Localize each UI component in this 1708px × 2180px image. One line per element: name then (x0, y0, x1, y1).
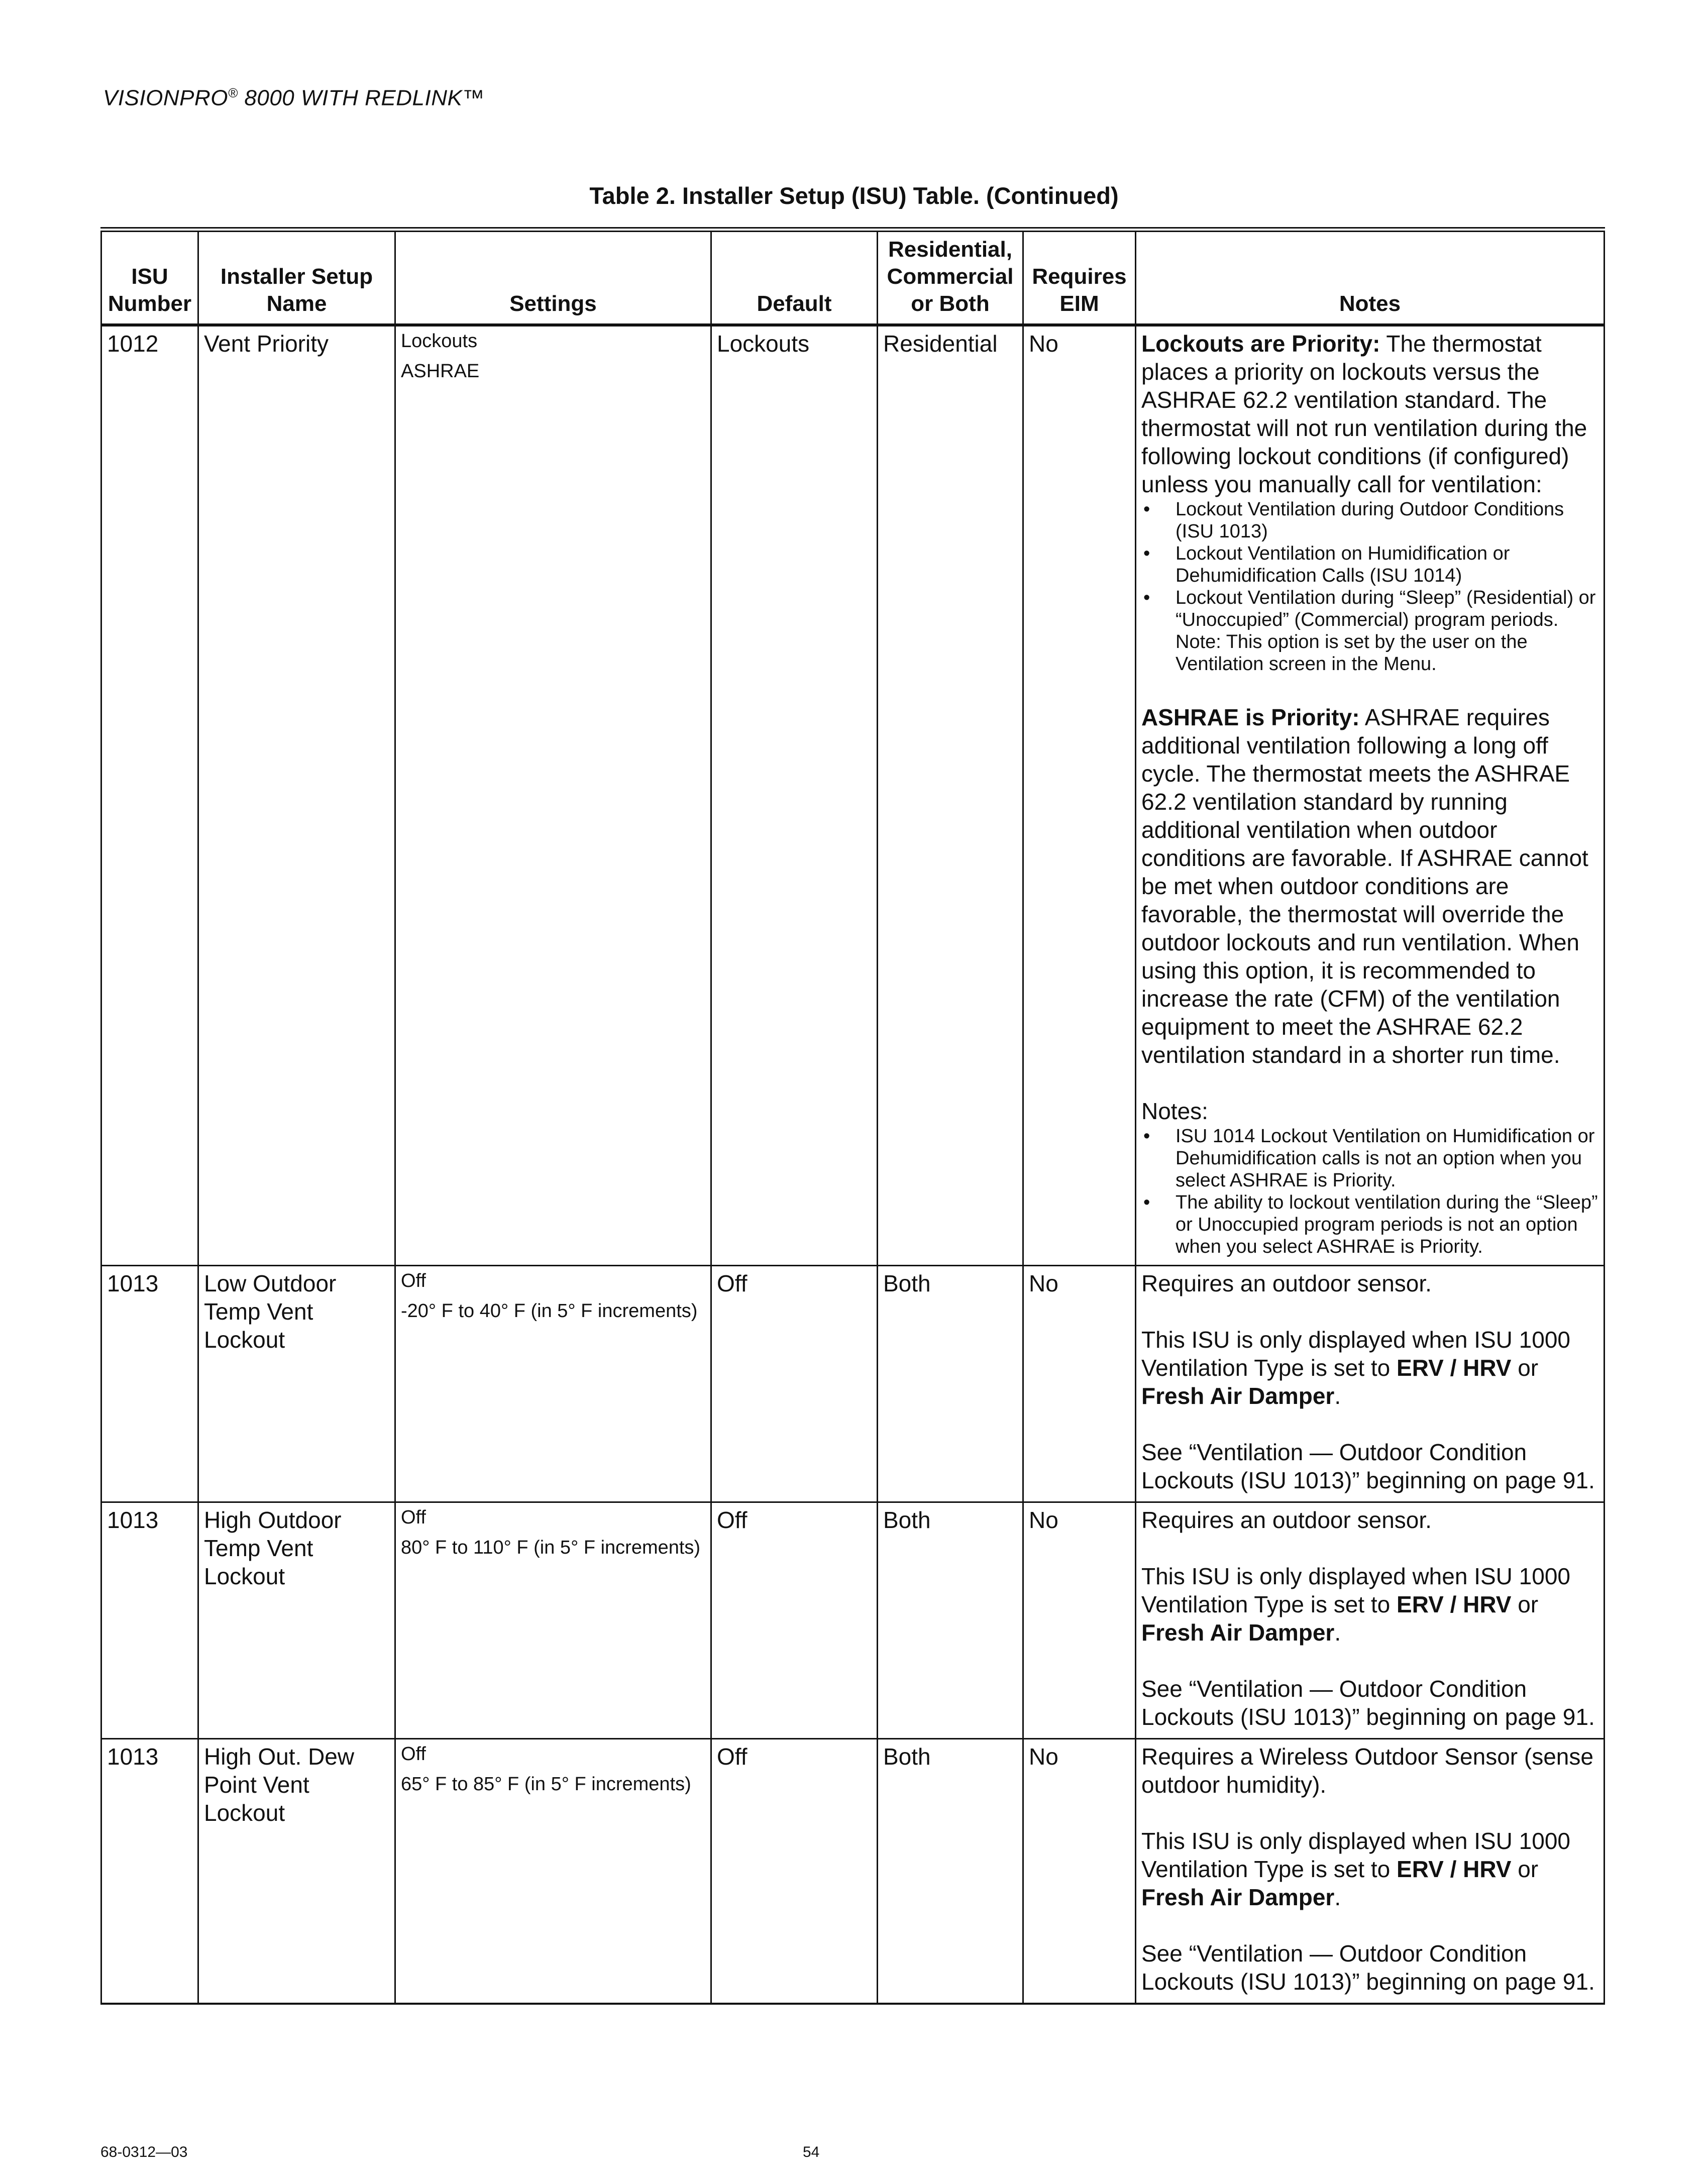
brand-name: VISIONPRO (103, 85, 228, 111)
cell-notes (1136, 1266, 1605, 1502)
table-row (101, 325, 1605, 1266)
notes-paragraph: ASHRAE is Priority: ASHRAE requires additional ventilation following a long off cycle. The thermostat meets the ASHRAE 62.2 ventilation standard by running additional ventilation when outdoor conditions are favorable. If ASHRAE cannot be met when outdoor conditions are favorable, the thermostat will override the outdoor lockouts and run ventilation. When using this option, it is recommended to increase the rate (CFM) of the ventilation equipment to meet the ASHRAE 62.2 ventilation standard in a shorter run time. (1141, 704, 1588, 1068)
cell-notes (1136, 325, 1605, 1266)
lockout-bullet-list (1141, 498, 1598, 675)
cell-default: Lockouts (711, 325, 878, 1266)
cell-settings (395, 1739, 711, 2004)
table-row (101, 1502, 1605, 1739)
cell-settings (395, 325, 711, 1266)
running-head (103, 85, 485, 111)
setting-option: -20° F to 40° F (in 5° F increments) (401, 1300, 698, 1322)
notes-bullet-list (1141, 1125, 1598, 1258)
cell-setup-name: High Outdoor Temp Vent Lockout (198, 1502, 395, 1739)
notes-paragraph: Requires a Wireless Outdoor Sensor (sense outdoor humidity). (1141, 1743, 1593, 1798)
cell-requires-eim: No (1023, 1266, 1136, 1502)
setting-option: Off (401, 1743, 426, 1765)
cell-notes (1136, 1502, 1605, 1739)
cell-setup-name: Vent Priority (198, 325, 395, 1266)
cell-isu-number: 1013 (101, 1502, 198, 1739)
cell-res-comm-both: Both (878, 1266, 1023, 1502)
setting-option: Off (401, 1270, 426, 1291)
footer-doc-number: 68-0312—03 (100, 2144, 188, 2160)
list-item: • Lockout Ventilation on Humidification or Dehumidification Calls (ISU 1014) (1141, 542, 1598, 587)
notes-paragraph: Requires an outdoor sensor. (1141, 1270, 1432, 1296)
table-title: Table 2. Installer Setup (ISU) Table. (Continued) (589, 182, 1119, 209)
notes-paragraph: This ISU is only displayed when ISU 1000 Ventilation Type is set to ERV / HRV or Fresh Air Damper. (1141, 1828, 1570, 1910)
list-item: • ISU 1014 Lockout Ventilation on Humidification or Dehumidification calls is not an option when you select ASHRAE is Priority. (1141, 1125, 1598, 1191)
cell-setup-name: High Out. Dew Point Vent Lockout (198, 1739, 395, 2004)
cell-res-comm-both: Both (878, 1502, 1023, 1739)
cell-default: Off (711, 1266, 878, 1502)
notes-paragraph: Lockouts are Priority: The thermostat places a priority on lockouts versus the ASHRAE 62.2 ventilation standard. The thermostat will not run ventilation during the following lockout conditions (if configured) unless you manually call for ventilation: (1141, 331, 1587, 497)
cell-settings (395, 1266, 711, 1502)
cell-requires-eim: No (1023, 1739, 1136, 2004)
notes-paragraph: Requires an outdoor sensor. (1141, 1507, 1432, 1533)
table-header-row (101, 230, 1605, 325)
notes-paragraph: See “Ventilation — Outdoor Condition Lockouts (ISU 1013)” beginning on page 91. (1141, 1439, 1595, 1493)
isu-table (100, 227, 1605, 2005)
cell-notes (1136, 1739, 1605, 2004)
table-row (101, 1739, 1605, 2004)
cell-res-comm-both: Residential (878, 325, 1023, 1266)
footer-page-number: 54 (803, 2144, 820, 2160)
col-header-notes: Notes (1136, 230, 1605, 325)
list-item: • The ability to lockout ventilation during the “Sleep” or Unoccupied program periods is not an option when you select ASHRAE is Priority. (1141, 1191, 1598, 1258)
col-header-setup-name: Installer Setup Name (198, 230, 395, 325)
list-item: • Lockout Ventilation during “Sleep” (Residential) or “Unoccupied” (Commercial) program periods. Note: This option is set by the user on the Ventilation screen in the Menu. (1141, 587, 1598, 675)
cell-default: Off (711, 1739, 878, 2004)
cell-isu-number: 1013 (101, 1739, 198, 2004)
list-item: • Lockout Ventilation during Outdoor Conditions (ISU 1013) (1141, 498, 1598, 542)
col-header-res-comm-both: Residential, Commercial or Both (878, 230, 1023, 325)
setting-option: 65° F to 85° F (in 5° F increments) (401, 1774, 691, 1795)
setting-option: Off (401, 1507, 426, 1528)
notes-paragraph: This ISU is only displayed when ISU 1000 Ventilation Type is set to ERV / HRV or Fresh Air Damper. (1141, 1327, 1570, 1409)
cell-setup-name: Low Outdoor Temp Vent Lockout (198, 1266, 395, 1502)
col-header-requires-eim: Requires EIM (1023, 230, 1136, 325)
cell-requires-eim: No (1023, 325, 1136, 1266)
notes-paragraph: See “Ventilation — Outdoor Condition Lockouts (ISU 1013)” beginning on page 91. (1141, 1676, 1595, 1730)
setting-option: Lockouts (401, 331, 478, 352)
notes-paragraph: This ISU is only displayed when ISU 1000 Ventilation Type is set to ERV / HRV or Fresh Air Damper. (1141, 1563, 1570, 1646)
product-name: 8000 WITH REDLINK™ (238, 85, 485, 111)
cell-isu-number: 1013 (101, 1266, 198, 1502)
setting-option: 80° F to 110° F (in 5° F increments) (401, 1537, 701, 1558)
cell-default: Off (711, 1502, 878, 1739)
registered-mark: ® (228, 85, 238, 100)
setting-option: ASHRAE (401, 361, 480, 382)
notes-paragraph: See “Ventilation — Outdoor Condition Lockouts (ISU 1013)” beginning on page 91. (1141, 1940, 1595, 1995)
cell-settings (395, 1502, 711, 1739)
col-header-isu-number: ISU Number (101, 230, 198, 325)
table-row (101, 1266, 1605, 1502)
cell-isu-number: 1012 (101, 325, 198, 1266)
cell-requires-eim: No (1023, 1502, 1136, 1739)
col-header-settings: Settings (395, 230, 711, 325)
cell-res-comm-both: Both (878, 1739, 1023, 2004)
col-header-default: Default (711, 230, 878, 325)
notes-label: Notes: (1141, 1098, 1208, 1124)
